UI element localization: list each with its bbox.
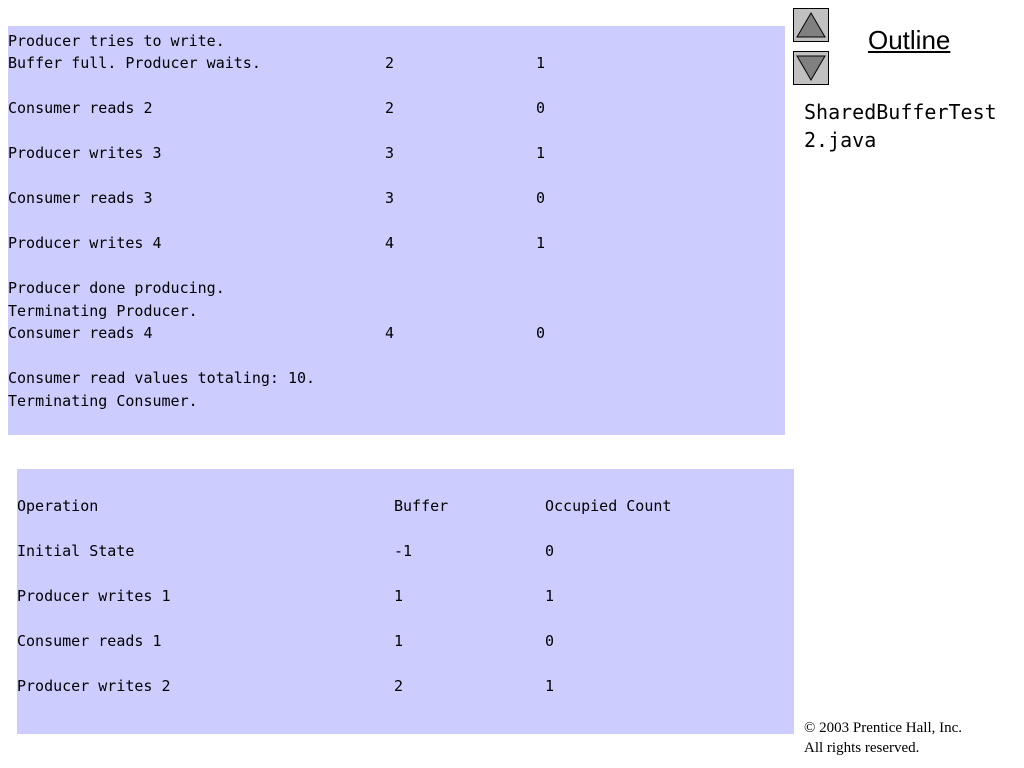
buffer-value: -1 [394,542,413,560]
operation-text: Consumer reads 3 [8,189,153,207]
occupied-count-header: Occupied Count [545,497,672,515]
buffer-header: Buffer [394,497,449,515]
buffer-value: 2 [385,54,395,72]
operation-text: Consumer read values totaling: 10. [8,369,316,387]
console-line [8,391,198,411]
occupied-count-value: 0 [545,632,555,650]
occupied-count-value: 1 [536,54,546,72]
console-output-bottom [17,469,794,734]
buffer-value: 4 [385,324,395,342]
previous-slide-button[interactable] [793,8,829,42]
occupied-count-value: 1 [536,234,546,252]
occupied-count-value: 1 [536,144,546,162]
copyright-line-2: All rights reserved. [804,740,920,756]
console-output-top [8,26,785,435]
buffer-value: 2 [385,99,395,117]
operation-text: Terminating Producer. [8,302,198,320]
operation-text: Producer writes 2 [17,677,171,695]
next-slide-button[interactable] [793,51,829,85]
operation-text: Initial State [17,542,135,560]
operation-text: Producer tries to write. [8,32,225,50]
triangle-down-icon [794,52,828,84]
buffer-value: 1 [394,587,404,605]
buffer-value: 2 [394,677,404,695]
console-line [8,301,198,321]
console-line [8,143,546,163]
console-line [17,676,555,696]
buffer-value: 1 [394,632,404,650]
console-line [17,541,555,561]
occupied-count-value: 1 [545,587,555,605]
console-line [8,368,316,388]
operation-text: Producer done producing. [8,279,225,297]
console-header-line [17,496,672,516]
outline-link[interactable]: Outline [868,25,951,55]
occupied-count-value: 0 [536,189,546,207]
console-line [8,323,546,343]
occupied-count-value: 0 [545,542,555,560]
operation-text: Consumer reads 2 [8,99,153,117]
copyright-line-1: © 2003 Prentice Hall, Inc. [804,720,963,736]
occupied-count-value: 1 [545,677,555,695]
console-line [8,188,546,208]
copyright-notice [804,718,962,758]
buffer-value: 3 [385,189,395,207]
buffer-value: 4 [385,234,395,252]
triangle-up-icon [794,9,828,41]
operation-text: Consumer reads 1 [17,632,162,650]
operation-text: Producer writes 4 [8,234,162,252]
occupied-count-value: 0 [536,324,546,342]
operation-text: Consumer reads 4 [8,324,153,342]
operation-text: Terminating Consumer. [8,392,198,410]
occupied-count-value: 0 [536,99,546,117]
console-line [8,53,546,73]
operation-header: Operation [17,497,99,515]
console-line [8,233,546,253]
console-line [17,586,555,606]
buffer-value: 3 [385,144,395,162]
console-line [8,31,225,51]
console-line [8,278,225,298]
operation-text: Buffer full. Producer waits. [8,54,261,72]
operation-text: Producer writes 1 [17,587,171,605]
file-name-label: SharedBufferTest2.java [804,100,997,152]
operation-text: Producer writes 3 [8,144,162,162]
console-line [8,98,546,118]
console-line [17,631,555,651]
